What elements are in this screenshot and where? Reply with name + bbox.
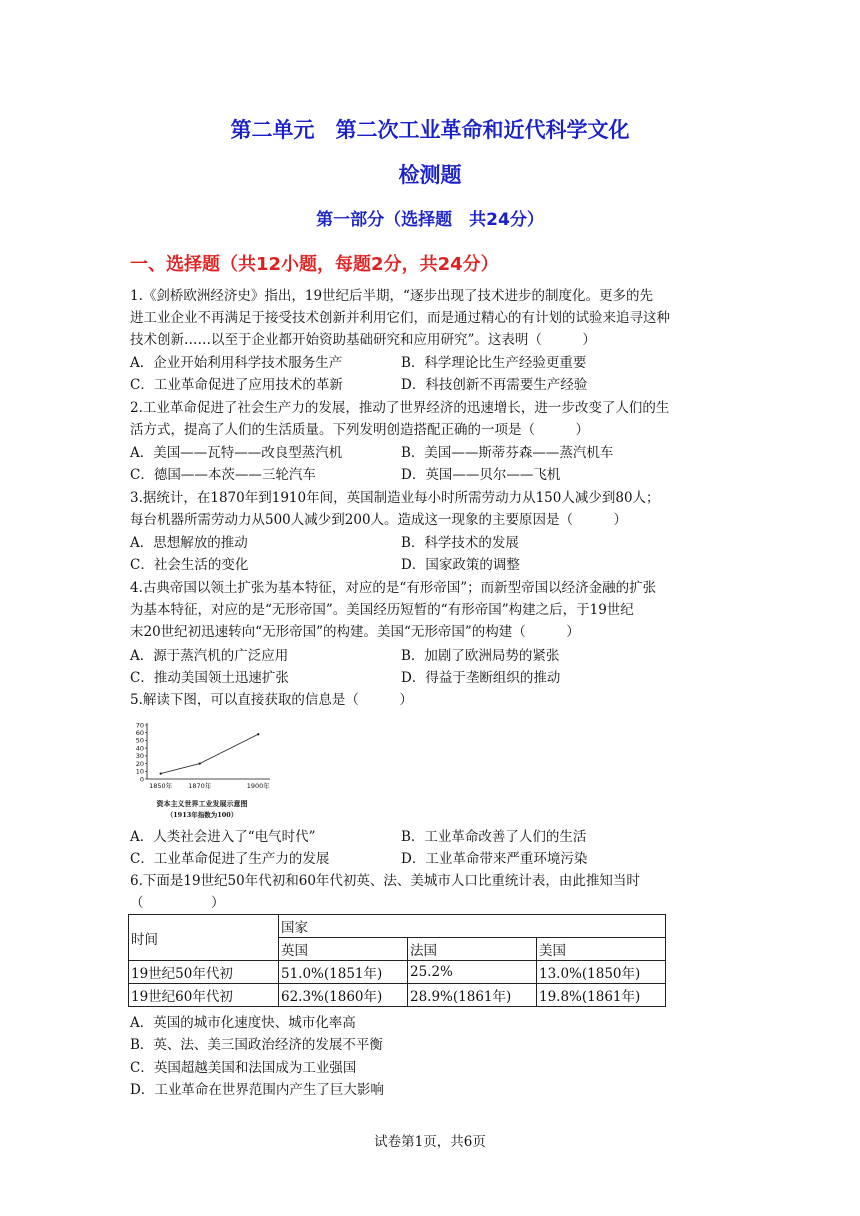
question-1-line-3: 技术创新……以至于企业都开始资助基础研究和应用研究”。这表明（ ）	[130, 332, 596, 348]
y-tick-label: 0	[139, 775, 144, 784]
question-1-option-d: D．科技创新不再需要生产经验	[401, 377, 588, 393]
table-cell-uk: 51.0%(1851年)	[279, 961, 408, 984]
question-5-option-d: D．工业革命带来严重环境污染	[401, 851, 588, 867]
question-2-option-c: C．德国——本茨——三轮汽车	[130, 467, 316, 483]
question-4-option-a: A．源于蒸汽机的广泛应用	[130, 648, 289, 664]
y-tick-label: 60	[135, 729, 144, 738]
question-5-option-b: B．工业革命改善了人们的生活	[401, 829, 587, 845]
question-4-line-3: 末20世纪初迅速转向“无形帝国”的构建。美国“无形帝国”的构建（ ）	[130, 624, 580, 640]
industrial-development-chart	[130, 718, 280, 822]
question-4-line-2: 为基本特征，对应的是“无形帝国”。美国经历短暂的“有形帝国”构建之后，于19世纪	[130, 602, 634, 618]
urban-population-table	[128, 914, 666, 1007]
chart-series	[160, 733, 260, 775]
table-cell-fr: 28.9%(1861年)	[408, 984, 537, 1007]
question-6-line-2: （ ）	[130, 895, 225, 911]
page-footer: 试卷第1页，共6页	[374, 1134, 486, 1150]
table-header-time: 时间	[129, 915, 279, 961]
table-cell-time: 19世纪60年代初	[129, 984, 279, 1007]
y-tick-label: 20	[135, 759, 144, 768]
question-1-option-a: A．企业开始利用科学技术服务生产	[130, 355, 343, 371]
x-tick-label: 1850年	[149, 782, 173, 790]
series-line	[161, 734, 259, 773]
y-tick-label: 40	[135, 744, 144, 753]
chart-y-ticks	[136, 721, 147, 783]
question-4-line-1: 4.古典帝国以领土扩张为基本特征，对应的是“有形帝国”；而新型帝国以经济金融的扩张	[130, 580, 657, 596]
chart-subtitle: （1913年指数为100）	[166, 811, 238, 819]
y-tick-label: 30	[135, 752, 144, 761]
table-row	[129, 961, 666, 984]
question-4-option-b: B．加剧了欧洲局势的紧张	[401, 648, 560, 664]
question-3-line-1: 3.据统计，在1870年到1910年间，英国制造业每小时所需劳动力从150人减少到80人；	[130, 490, 660, 506]
question-1-option-c: C．工业革命促进了应用技术的革新	[130, 377, 343, 393]
chart-x-ticks	[149, 781, 270, 790]
table-cell-us: 13.0%(1850年)	[537, 961, 666, 984]
y-tick-label: 10	[135, 767, 144, 776]
question-2-line-2: 活方式，提高了人们的生活质量。下列发明创造搭配正确的一项是（ ）	[130, 422, 589, 438]
table-cell-uk: 62.3%(1860年)	[279, 984, 408, 1007]
question-6-option-d: D．工业革命在世界范围内产生了巨大影响	[130, 1082, 384, 1098]
table-header-uk: 英国	[279, 938, 408, 961]
x-tick-label: 1900年	[246, 782, 270, 790]
question-3-option-a: A．思想解放的推动	[130, 535, 248, 551]
table-row	[129, 984, 666, 1007]
question-4-option-c: C．推动美国领土迅速扩张	[130, 670, 289, 686]
question-6-option-b: B．英、法、美三国政治经济的发展不平衡	[130, 1037, 383, 1053]
x-tick-label: 1870年	[188, 782, 212, 790]
question-3-option-c: C．社会生活的变化	[130, 557, 249, 573]
table-cell-time: 19世纪50年代初	[129, 961, 279, 984]
y-tick-label: 70	[135, 721, 144, 730]
question-1-line-1: 1.《剑桥欧洲经济史》指出，19世纪后半期，“逐步出现了技术进步的制度化。更多的先	[130, 288, 653, 304]
table-cell-fr: 25.2%	[408, 961, 537, 984]
data-point	[199, 762, 201, 764]
question-6-line-1: 6.下面是19世纪50年代初和60年代初英、法、美城市人口比重统计表，由此推知当时	[130, 873, 640, 889]
chart-title: 资本主义世界工业发展示意图	[156, 799, 248, 808]
question-3-option-b: B．科学技术的发展	[401, 535, 519, 551]
question-4-option-d: D．得益于垄断组织的推动	[401, 670, 561, 686]
chart-axes	[147, 723, 270, 779]
question-2-option-b: B．美国——斯蒂芬森——蒸汽机车	[401, 445, 614, 461]
test-title: 检测题	[398, 163, 462, 187]
table-header-fr: 法国	[408, 938, 537, 961]
data-point	[257, 733, 259, 735]
table-header-country: 国家	[279, 915, 666, 938]
question-3-line-2: 每台机器所需劳动力从500人减少到200人。造成这一现象的主要原因是（ ）	[130, 512, 628, 528]
question-6-option-a: A．英国的城市化速度快、城市化率高	[130, 1015, 356, 1031]
question-6-option-c: C．英国超越美国和法国成为工业强国	[130, 1060, 357, 1076]
table-header-us: 美国	[537, 938, 666, 961]
question-2-option-a: A．美国——瓦特——改良型蒸汽机	[130, 445, 343, 461]
y-tick-label: 50	[135, 736, 144, 745]
question-2-option-d: D．英国——贝尔——飞机	[401, 467, 561, 483]
section-heading: 一、选择题（共12小题，每题2分，共24分）	[130, 254, 499, 275]
question-5-option-a: A．人类社会进入了“电气时代”	[130, 829, 316, 845]
question-3-option-d: D．国家政策的调整	[401, 557, 520, 573]
table-cell-us: 19.8%(1861年)	[537, 984, 666, 1007]
question-5-line-1: 5.解读下图，可以直接获取的信息是（ ）	[130, 692, 413, 708]
question-5-option-c: C．工业革命促进了生产力的发展	[130, 851, 330, 867]
question-1-option-b: B．科学理论比生产经验更重要	[401, 355, 587, 371]
question-2-line-1: 2.工业革命促进了社会生产力的发展，推动了世界经济的迅速增长，进一步改变了人们的生	[130, 400, 670, 416]
part-title: 第一部分（选择题 共24分）	[316, 210, 544, 230]
data-point	[160, 773, 162, 775]
question-1-line-2: 进工业企业不再满足于接受技术创新并利用它们，而是通过精心的有计划的试验来追寻这种	[130, 310, 670, 326]
unit-title: 第二单元 第二次工业革命和近代科学文化	[230, 118, 630, 142]
